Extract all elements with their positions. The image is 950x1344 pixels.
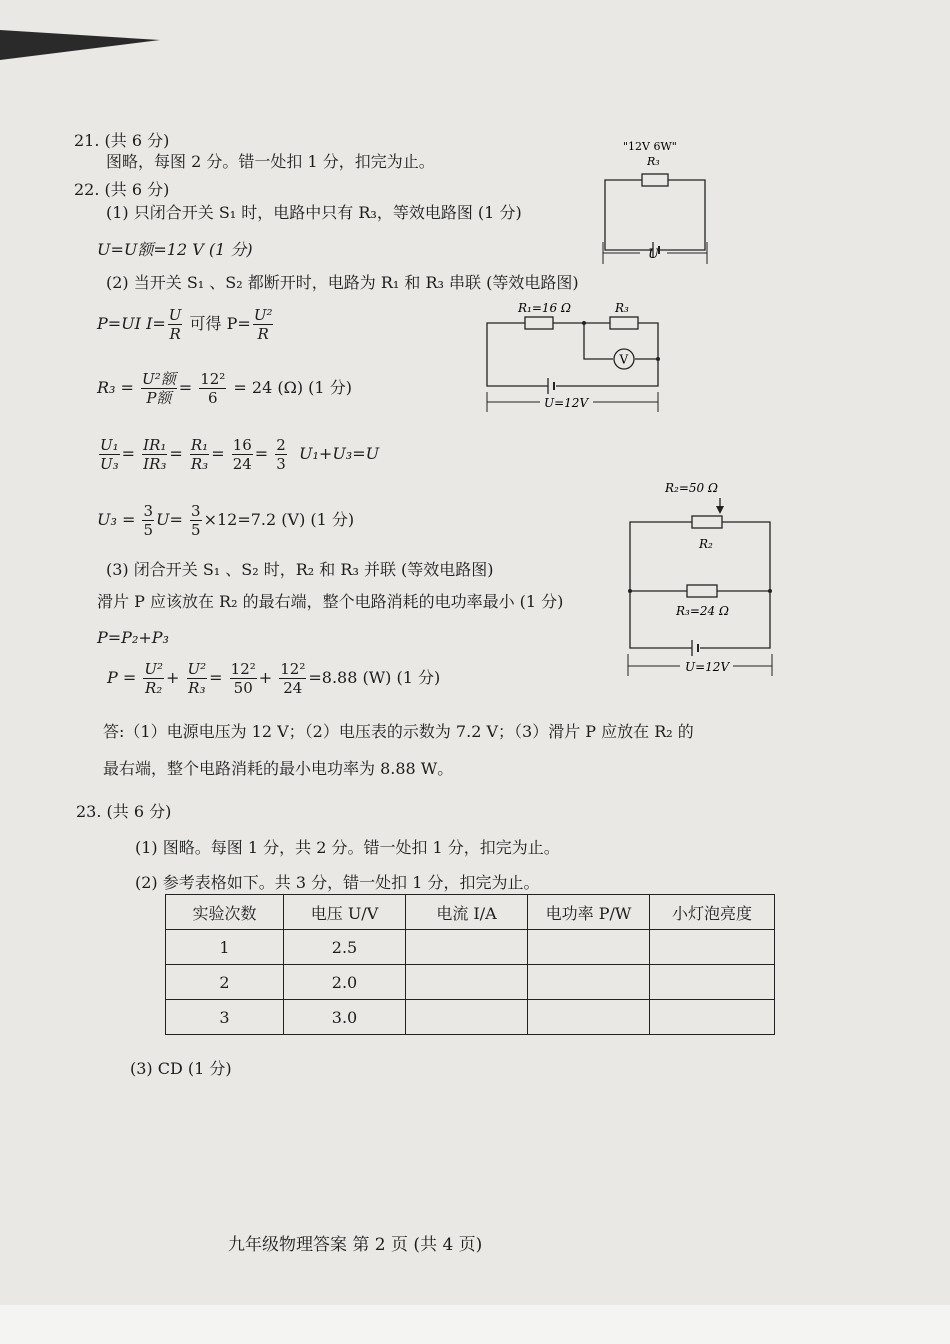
c2-r1-label: R₁=16 Ω bbox=[518, 301, 571, 315]
c3-wire-left bbox=[630, 522, 692, 648]
q21-heading: 21. (共 6 分) bbox=[74, 131, 170, 150]
c3-resistor-r3 bbox=[687, 585, 717, 597]
table-header: 小灯泡亮度 bbox=[650, 895, 775, 930]
table-cell bbox=[650, 965, 775, 1000]
table-cell: 3 bbox=[166, 1000, 284, 1035]
circuit-diagram-3 bbox=[620, 476, 780, 682]
page-footer: 九年级物理答案 第 2 页 (共 4 页) bbox=[228, 1235, 483, 1255]
c3-rheostat bbox=[692, 516, 722, 528]
c3-junction-right bbox=[768, 589, 772, 593]
table-header: 电功率 P/W bbox=[528, 895, 650, 930]
c2-r3-label: R₃ bbox=[615, 301, 629, 315]
q22-heading: 22. (共 6 分) bbox=[74, 180, 170, 199]
c3-junction-left bbox=[628, 589, 632, 593]
table-cell bbox=[406, 930, 528, 965]
table-cell bbox=[528, 1000, 650, 1035]
q23-part3: (3) CD (1 分) bbox=[130, 1059, 232, 1078]
q23-part2: (2) 参考表格如下。共 3 分，错一处扣 1 分，扣完为止。 bbox=[135, 873, 540, 892]
table-cell: 3.0 bbox=[284, 1000, 406, 1035]
q22-ratio: $\frac{\text{U₁}}{\text{U₃}}$ = $\frac{\text{IR₁}}{\text{IR₃}}$ = $\frac{\text{R₁}}{\text{R₃}}$ = $\frac{16}{24}$ = $\frac{2}{3}$ U₁+U₃=U bbox=[100, 436, 380, 473]
table-row bbox=[166, 930, 775, 965]
q22-r3-calc: R₃ = $\frac{\text{U²额}}{\text{P额}}$ = $\frac{\text{12²}}{6}$ = 24 (Ω) (1 分) bbox=[97, 370, 352, 407]
q22-slider: 滑片 P 应该放在 R₂ 的最右端，整个电路消耗的电功率最小 (1 分) bbox=[97, 592, 564, 611]
experiment-table bbox=[165, 894, 775, 1035]
q23-part1: (1) 图略。每图 1 分，共 2 分。错一处扣 1 分，扣完为止。 bbox=[135, 838, 560, 857]
table-cell bbox=[650, 930, 775, 965]
c3-r3-label: R₃=24 Ω bbox=[676, 604, 729, 618]
c1-wire-right bbox=[659, 180, 705, 250]
table-cell bbox=[406, 1000, 528, 1035]
table-cell: 2.5 bbox=[284, 930, 406, 965]
c3-r2-value: R₂=50 Ω bbox=[665, 481, 718, 495]
table-header: 电压 U/V bbox=[284, 895, 406, 930]
c2-voltage-label: U=12V bbox=[544, 396, 589, 410]
c1-resistor bbox=[642, 174, 668, 186]
table-cell bbox=[650, 1000, 775, 1035]
answer-line-2: 最右端，整个电路消耗的最小电功率为 8.88 W。 bbox=[103, 759, 454, 778]
table-header-row bbox=[166, 895, 775, 930]
c2-junction-top bbox=[582, 321, 586, 325]
c2-wire-left bbox=[487, 323, 548, 386]
q22-part1-eq: U=U额=12 V (1 分) bbox=[97, 240, 253, 259]
c2-meter-wire-left bbox=[584, 323, 613, 359]
c2-resistor-r1 bbox=[525, 317, 553, 329]
q22-power-calc: P = $\frac{\text{U²}}{\text{R₂}}$ + $\frac{\text{U²}}{\text{R₃}}$ = $\frac{\text{12²}}{50}$ + $\frac{\text{12²}}{24}$ =8.88 (W) (1 分) bbox=[107, 660, 441, 697]
table-header: 实验次数 bbox=[166, 895, 284, 930]
q21-text: 图略，每图 2 分。错一处扣 1 分，扣完为止。 bbox=[106, 152, 435, 171]
q22-part2: (2) 当开关 S₁ 、S₂ 都断开时，电路为 R₁ 和 R₃ 串联 (等效电路图) bbox=[106, 273, 579, 292]
c1-wire-left bbox=[605, 180, 653, 250]
q22-power-formula: P=UI I= $\frac{U}{R}$ 可得 P= $\frac{\text{U²}}{R}$ bbox=[97, 306, 273, 343]
table-cell bbox=[528, 965, 650, 1000]
table-row bbox=[166, 965, 775, 1000]
table-cell: 2 bbox=[166, 965, 284, 1000]
q22-u3-calc: U₃ = $\frac{3}{5}$ U= $\frac{3}{5}$ ×12=7.2 (V) (1 分) bbox=[97, 502, 355, 539]
c2-resistor-r3 bbox=[610, 317, 638, 329]
c1-voltage-label: U bbox=[648, 247, 659, 262]
c3-slider-arrow bbox=[716, 506, 724, 514]
q22-part3: (3) 闭合开关 S₁ 、S₂ 时，R₂ 和 R₃ 并联 (等效电路图) bbox=[106, 560, 494, 579]
q22-part1: (1) 只闭合开关 S₁ 时，电路中只有 R₃，等效电路图 (1 分) bbox=[106, 203, 522, 222]
c2-voltmeter-label: V bbox=[619, 352, 629, 367]
q22-power-sum: P=P₂+P₃ bbox=[97, 628, 169, 647]
q23-heading: 23. (共 6 分) bbox=[76, 802, 172, 821]
c3-r2-label: R₂ bbox=[699, 537, 713, 551]
circuit-diagram-2 bbox=[480, 296, 670, 416]
c1-rating: "12V 6W" bbox=[623, 140, 677, 153]
table-cell bbox=[528, 930, 650, 965]
circuit-diagram-1 bbox=[595, 138, 720, 266]
table-cell: 1 bbox=[166, 930, 284, 965]
c1-r3-label: R₃ bbox=[647, 155, 660, 168]
c2-junction-right bbox=[656, 357, 660, 361]
table-cell: 2.0 bbox=[284, 965, 406, 1000]
table-row bbox=[166, 1000, 775, 1035]
answer-line-1: 答:（1）电源电压为 12 V；（2）电压表的示数为 7.2 V；（3）滑片 P 应放在 R₂ 的 bbox=[103, 722, 694, 741]
table-header: 电流 I/A bbox=[406, 895, 528, 930]
c3-voltage-label: U=12V bbox=[685, 660, 730, 674]
c2-wire-right bbox=[556, 323, 658, 386]
table-cell bbox=[406, 965, 528, 1000]
